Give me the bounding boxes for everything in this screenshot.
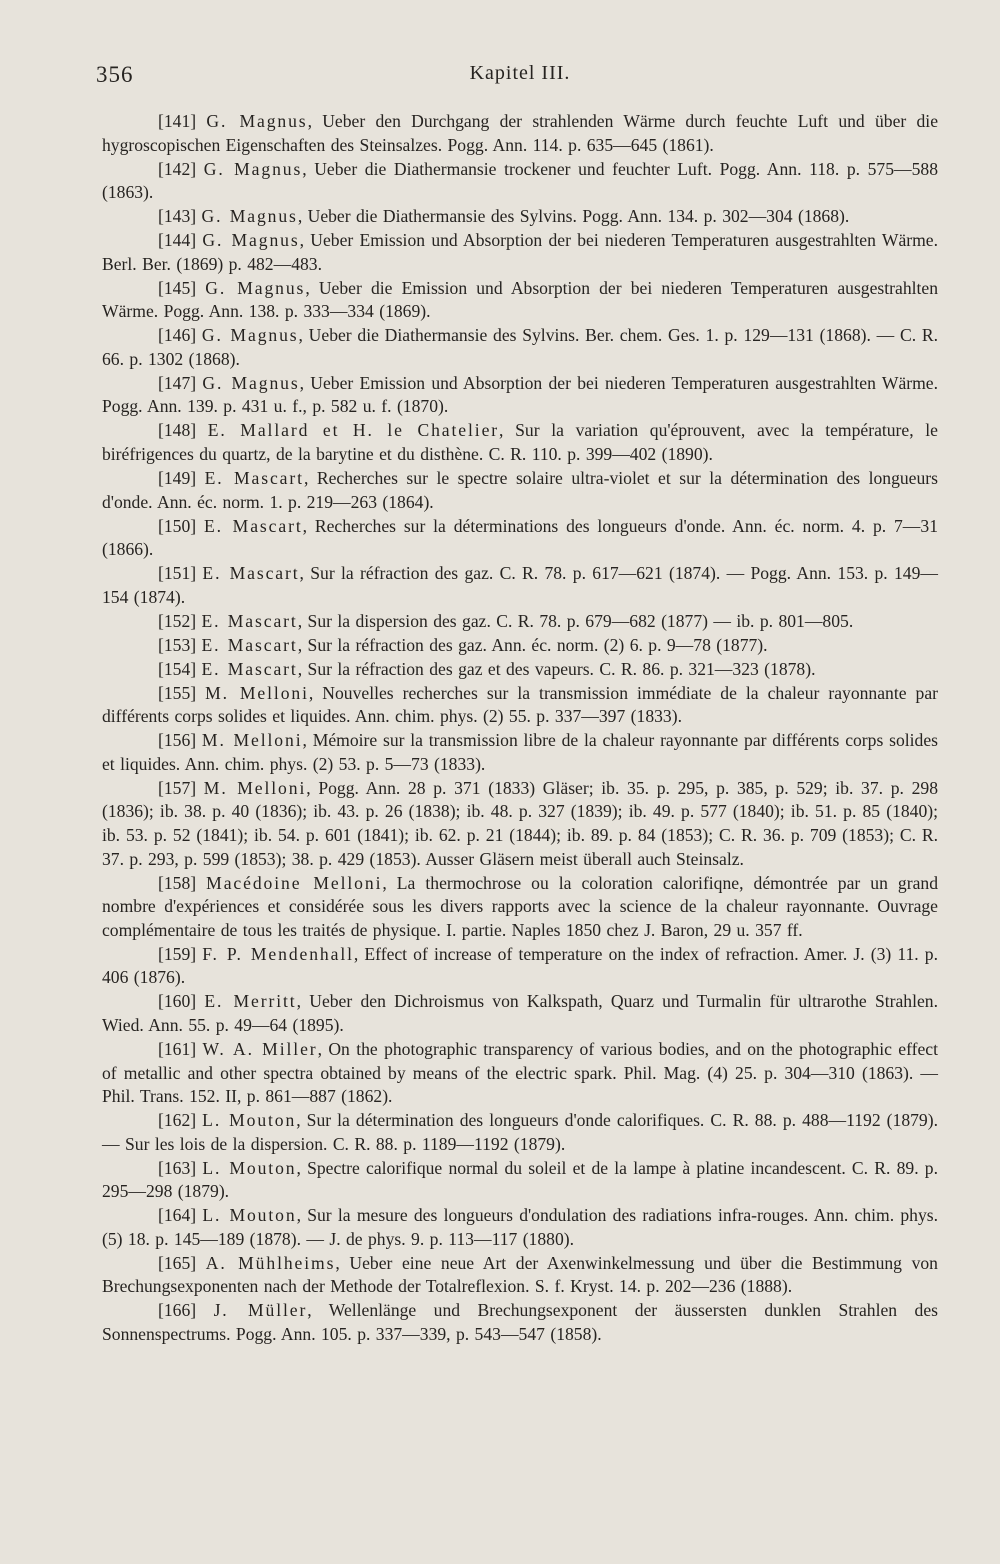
reference-number: [152] — [158, 610, 197, 631]
reference-author: W. A. Miller — [202, 1038, 318, 1059]
reference-entry — [102, 990, 938, 1037]
reference-entry — [102, 229, 938, 276]
reference-author: Macédoine Melloni — [206, 872, 383, 893]
reference-author: E. Mascart — [201, 658, 298, 679]
reference-text: , Ueber die Diathermansie trockener und feuchter Luft. Pogg. Ann. 118. p. 575—588 (1863). — [102, 158, 938, 203]
reference-entry — [102, 682, 938, 729]
reference-number: [154] — [158, 658, 197, 679]
reference-author: M. Melloni — [203, 777, 307, 798]
reference-entry — [102, 1038, 938, 1109]
reference-entry — [102, 277, 938, 324]
reference-entry — [102, 467, 938, 514]
reference-entry — [102, 658, 938, 682]
reference-text: , Mémoire sur la transmission libre de la chaleur rayonnante par différents corps solides et liquides. Ann. chim. phys. (2) 53. p. 5—73 (1833). — [102, 730, 938, 774]
reference-text: , Sur la dispersion des gaz. C. R. 78. p. 679—682 (1877) — ib. p. 801—805. — [297, 610, 854, 631]
reference-author: L. Mouton — [202, 1110, 297, 1131]
reference-number: [157] — [158, 777, 197, 798]
reference-entry — [102, 158, 938, 205]
reference-author: G. Magnus — [202, 372, 300, 393]
reference-text: , Wellenlänge und Brechungsexponent der äussersten dunklen Strahlen des Sonnenspectrums. Pogg. Ann. 105. p. 337—339, p. 543—547 (1858). — [102, 1300, 938, 1345]
reference-text: , Effect of increase of temperature on the index of refraction. Amer. J. (3) 11. p. 406 (1876). — [102, 943, 938, 988]
reference-number: [159] — [158, 943, 197, 964]
reference-text: , Pogg. Ann. 28 p. 371 (1833) Gläser; ib. 35. p. 295, p. 385, p. 529; ib. 37. p. 298 (1836); ib. 38. p. 40 (1836); ib. 43. p. 26 (1838); ib. 48. p. 327 (1839); ib. 49. p. 577 (1840); ib. 51. p. 85 (1840); ib. 53. p. 52 (1841); ib. 54. p. 601 (1841); ib. 62. p. 21 (1844); ib. 89. p. 84 (1853); C. R. 36. p. 709 (1853); C. R. 37. p. 293, p. 599 (1853); 38. p. 429 (1853). Ausser Gläsern meist überall auch Steinsalz. — [102, 777, 938, 869]
reference-number: [155] — [158, 682, 197, 703]
reference-text: , Sur la réfraction des gaz et des vapeurs. C. R. 86. p. 321—323 (1878). — [297, 658, 816, 679]
reference-number: [144] — [158, 230, 197, 251]
reference-text: , Sur la réfraction des gaz. Ann. éc. norm. (2) 6. p. 9—78 (1877). — [297, 634, 768, 655]
reference-text: , Ueber die Diathermansie des Sylvins. Ber. chem. Ges. 1. p. 129—131 (1868). — C. R. 66. p. 1302 (1868). — [102, 325, 938, 369]
reference-number: [153] — [158, 634, 197, 655]
reference-author: E. Mascart — [201, 634, 298, 655]
reference-text: , Ueber Emission und Absorption der bei niederen Temperaturen ausgestrahlten Wärme. Pogg. Ann. 139. p. 431 u. f., p. 582 u. f. (1870). — [102, 372, 939, 417]
reference-entry — [102, 515, 938, 562]
reference-entry — [102, 419, 938, 466]
reference-author: E. Mallard et H. le Chatelier — [207, 420, 500, 441]
reference-number: [165] — [158, 1252, 197, 1273]
reference-author: G. Magnus — [203, 158, 303, 179]
reference-number: [147] — [158, 372, 197, 393]
reference-author: J. Müller — [213, 1300, 308, 1321]
reference-text: , On the photographic transparency of various bodies, and on the photographic effect of metallic and other spectra obtained by means of the electric spark. Phil. Mag. (4) 25. p. 304—310 (1863). — Phil. Trans. 152. II, p. 861—887 (1862). — [102, 1038, 939, 1107]
reference-entry — [102, 943, 938, 990]
reference-number: [145] — [158, 277, 197, 298]
reference-entry — [102, 205, 938, 229]
reference-number: [160] — [158, 991, 197, 1012]
reference-text: , Spectre calorifique normal du soleil et de la lampe à platine incandescent. C. R. 89. p. 295—298 (1879). — [102, 1157, 938, 1202]
reference-number: [164] — [158, 1205, 197, 1226]
running-head: Kapitel III. — [469, 62, 571, 84]
reference-entry — [102, 729, 938, 776]
reference-author: L. Mouton — [202, 1157, 297, 1178]
reference-author: E. Merritt — [204, 991, 297, 1012]
reference-number: [149] — [158, 468, 197, 489]
reference-text: , La thermochrose ou la coloration calorifiqne, démontrée par un grand nombre d'expériences et considérée sous les divers rapports avec la science de la chaleur rayonnante. Ouvrage complémentaire de tous les traités de physique. I. partie. Naples 1850 chez J. Baron, 29 u. 357 ff. — [102, 872, 938, 940]
reference-text: , Ueber Emission und Absorption der bei niederen Temperaturen ausgestrahlten Wärme. Berl. Ber. (1869) p. 482—483. — [102, 230, 939, 274]
reference-text: , Sur la détermination des longueurs d'onde calorifiques. C. R. 88. p. 488—1192 (1879). — Sur les lois de la dispersion. C. R. 88. p. 1189—1192 (1879). — [102, 1110, 938, 1154]
reference-text: , Ueber den Durchgang der strahlenden Wärme durch feuchte Luft und über die hygroscopischen Eigenschaften des Steinsalzes. Pogg. Ann. 114. p. 635—645 (1861). — [102, 111, 938, 155]
reference-author: G. Magnus — [202, 230, 300, 251]
reference-text: , Ueber die Emission und Absorption der bei niederen Temperaturen ausgestrahlten Wärme. Pogg. Ann. 138. p. 333—334 (1869). — [102, 277, 938, 322]
reference-text: , Ueber eine neue Art der Axenwinkelmessung und über die Bestimmung von Brechungsexponenten nach der Methode der Totalreflexion. S. f. Kryst. 14. p. 202—236 (1888). — [102, 1252, 938, 1297]
reference-number: [146] — [158, 325, 197, 346]
reference-text: , Recherches sur la déterminations des longueurs d'onde. Ann. éc. norm. 4. p. 7—31 (1866). — [102, 515, 938, 560]
reference-number: [151] — [158, 563, 197, 584]
reference-entry — [102, 1204, 938, 1251]
reference-author: G. Magnus — [206, 111, 308, 131]
reference-text: , Nouvelles recherches sur la transmission immédiate de la chaleur rayonnante par différents corps solides et liquides. Ann. chim. phys. (2) 55. p. 337—397 (1833). — [102, 682, 939, 727]
reference-number: [158] — [158, 872, 197, 893]
reference-text: , Ueber die Diathermansie des Sylvins. Pogg. Ann. 134. p. 302—304 (1868). — [297, 206, 850, 227]
reference-entry — [102, 1109, 938, 1156]
reference-text: , Ueber den Dichroismus von Kalkspath, Quarz und Turmalin für ultrarothe Strahlen. Wied. Ann. 55. p. 49—64 (1895). — [102, 991, 938, 1035]
reference-author: E. Mascart — [201, 610, 298, 631]
reference-entry — [102, 324, 938, 371]
reference-entry — [102, 110, 938, 157]
page-number: 356 — [96, 62, 134, 87]
reference-entry — [102, 1299, 938, 1346]
reference-number: [148] — [158, 420, 197, 441]
reference-number: [161] — [158, 1038, 197, 1059]
reference-entry — [102, 372, 938, 419]
reference-number: [150] — [158, 515, 197, 536]
reference-author: E. Mascart — [202, 563, 300, 584]
reference-number: [162] — [158, 1110, 197, 1131]
reference-number: [142] — [158, 158, 197, 179]
reference-author: L. Mouton — [202, 1205, 297, 1226]
reference-entry — [102, 872, 938, 943]
reference-entry — [102, 1157, 938, 1204]
reference-number: [163] — [158, 1157, 197, 1178]
reference-text: , Recherches sur le spectre solaire ultra-violet et sur la détermination des longueurs d'onde. Ann. éc. norm. 1. p. 219—263 (1864). — [102, 468, 938, 512]
reference-entry — [102, 1252, 938, 1299]
reference-author: E. Mascart — [203, 515, 303, 536]
reference-author: F. P. Mendenhall — [202, 943, 354, 964]
reference-text: , Sur la mesure des longueurs d'ondulation des radiations infra-rouges. Ann. chim. phys. (5) 18. p. 145—189 (1878). — J. de phys. 9. p. 113—117 (1880). — [102, 1205, 938, 1249]
page-header — [96, 58, 938, 92]
reference-entry — [102, 610, 938, 634]
reference-number: [166] — [158, 1300, 197, 1321]
reference-number: [156] — [158, 730, 197, 751]
reference-entry — [102, 777, 938, 871]
reference-list — [102, 110, 938, 1347]
reference-number: [141] — [158, 111, 197, 131]
reference-author: G. Magnus — [201, 206, 298, 227]
reference-author: M. Melloni — [201, 730, 303, 751]
reference-entry — [102, 634, 938, 658]
reference-author: E. Mascart — [204, 468, 304, 489]
reference-number: [143] — [158, 206, 197, 227]
reference-author: G. Magnus — [205, 277, 306, 298]
reference-author: M. Melloni — [205, 682, 309, 703]
reference-text: , Sur la réfraction des gaz. C. R. 78. p. 617—621 (1874). — Pogg. Ann. 153. p. 149—154 (1874). — [102, 563, 938, 607]
reference-entry — [102, 562, 938, 609]
reference-text: , Sur la variation qu'éprouvent, avec la température, le biréfrigences du quartz, de la barytine et du disthène. C. R. 110. p. 399—402 (1890). — [102, 420, 938, 465]
reference-author: A. Mühlheims — [205, 1252, 336, 1273]
reference-author: G. Magnus — [201, 325, 299, 346]
